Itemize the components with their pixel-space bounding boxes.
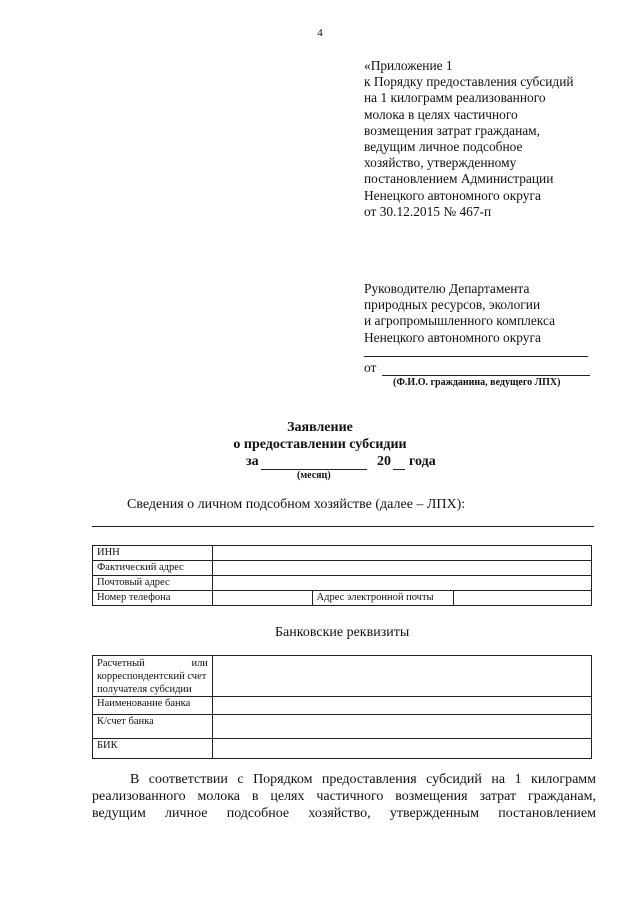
addressee-line: и агропромышленного комплекса: [364, 313, 556, 329]
account-field[interactable]: [212, 656, 591, 697]
addressee-line: Руководителю Департамента: [364, 281, 530, 296]
appendix-line: молока в целях частичного: [364, 106, 518, 122]
account-label-line: получателя субсидии: [97, 684, 192, 695]
appendix-line: возмещения затрат гражданам,: [364, 122, 540, 138]
body-line: В соответствии с Порядком предоставления субсидий на 1 килограмм: [130, 772, 596, 787]
appendix-line: Ненецкого автономного округа: [364, 187, 541, 203]
document-subtitle: о предоставлении субсидии: [233, 437, 407, 452]
addressee-blank-line[interactable]: [364, 356, 588, 357]
body-line: ведущим личное подсобное хозяйство, утвержденным постановлением: [92, 806, 596, 821]
email-field[interactable]: [454, 591, 592, 606]
addressee-line: Ненецкого автономного округа: [364, 329, 541, 345]
appendix-line: «Приложение 1: [364, 58, 453, 73]
postal-address-field[interactable]: [212, 576, 591, 591]
from-label: от: [364, 360, 377, 375]
appendix-line: от 30.12.2015 № 467-п: [364, 203, 492, 219]
account-label-word: Расчетный: [97, 658, 145, 669]
applicant-name-caption: (Ф.И.О. гражданина, ведущего ЛПХ): [393, 377, 561, 388]
bank-name-field[interactable]: [212, 697, 591, 715]
actual-address-label: Фактический адрес: [93, 561, 213, 576]
appendix-line: на 1 килограмм реализованного: [364, 90, 546, 106]
phone-label: Номер телефона: [93, 591, 213, 606]
postal-address-label: Почтовый адрес: [93, 576, 213, 591]
email-label: Адрес электронной почты: [312, 591, 454, 606]
document-title: Заявление: [287, 420, 353, 435]
lph-info-table: [92, 545, 592, 606]
appendix-reference: [364, 58, 624, 220]
bank-name-label: Наименование банка: [93, 697, 213, 715]
addressee-line: природных ресурсов, экологии: [364, 297, 541, 313]
addressee-block: [364, 281, 624, 346]
year-blank-line[interactable]: [393, 469, 405, 470]
lph-heading-line: [92, 526, 594, 527]
account-label-word: или: [191, 658, 208, 669]
body-paragraph: [92, 771, 596, 822]
bank-details-table: [92, 655, 592, 759]
bik-field[interactable]: [212, 739, 591, 759]
appendix-line: ведущим личное подсобное: [364, 139, 523, 155]
period-year: 20: [377, 454, 391, 469]
bank-section-heading: Банковские реквизиты: [275, 625, 410, 640]
corr-account-field[interactable]: [212, 715, 591, 739]
bik-label: БИК: [93, 739, 213, 759]
phone-field[interactable]: [212, 591, 312, 606]
account-label: [93, 656, 213, 697]
inn-field[interactable]: [212, 546, 591, 561]
actual-address-field[interactable]: [212, 561, 591, 576]
page-number: 4: [317, 27, 323, 39]
applicant-name-line[interactable]: [382, 375, 590, 376]
appendix-line: хозяйство, утвержденному: [364, 155, 517, 171]
appendix-line: к Порядку предоставления субсидий: [364, 74, 574, 90]
period-suffix: года: [409, 454, 436, 469]
corr-account-label: К/счет банка: [93, 715, 213, 739]
inn-label: ИНН: [93, 546, 213, 561]
month-caption: (месяц): [297, 470, 331, 481]
account-label-line: корреспондентский счет: [97, 671, 207, 682]
body-line: реализованного молока в целях частичного возмещения затрат гражданам,: [92, 789, 596, 804]
period-prefix: за: [246, 454, 259, 469]
appendix-line: постановлением Администрации: [364, 171, 554, 187]
lph-section-heading: Сведения о личном подсобном хозяйстве (далее – ЛПХ):: [127, 497, 466, 512]
